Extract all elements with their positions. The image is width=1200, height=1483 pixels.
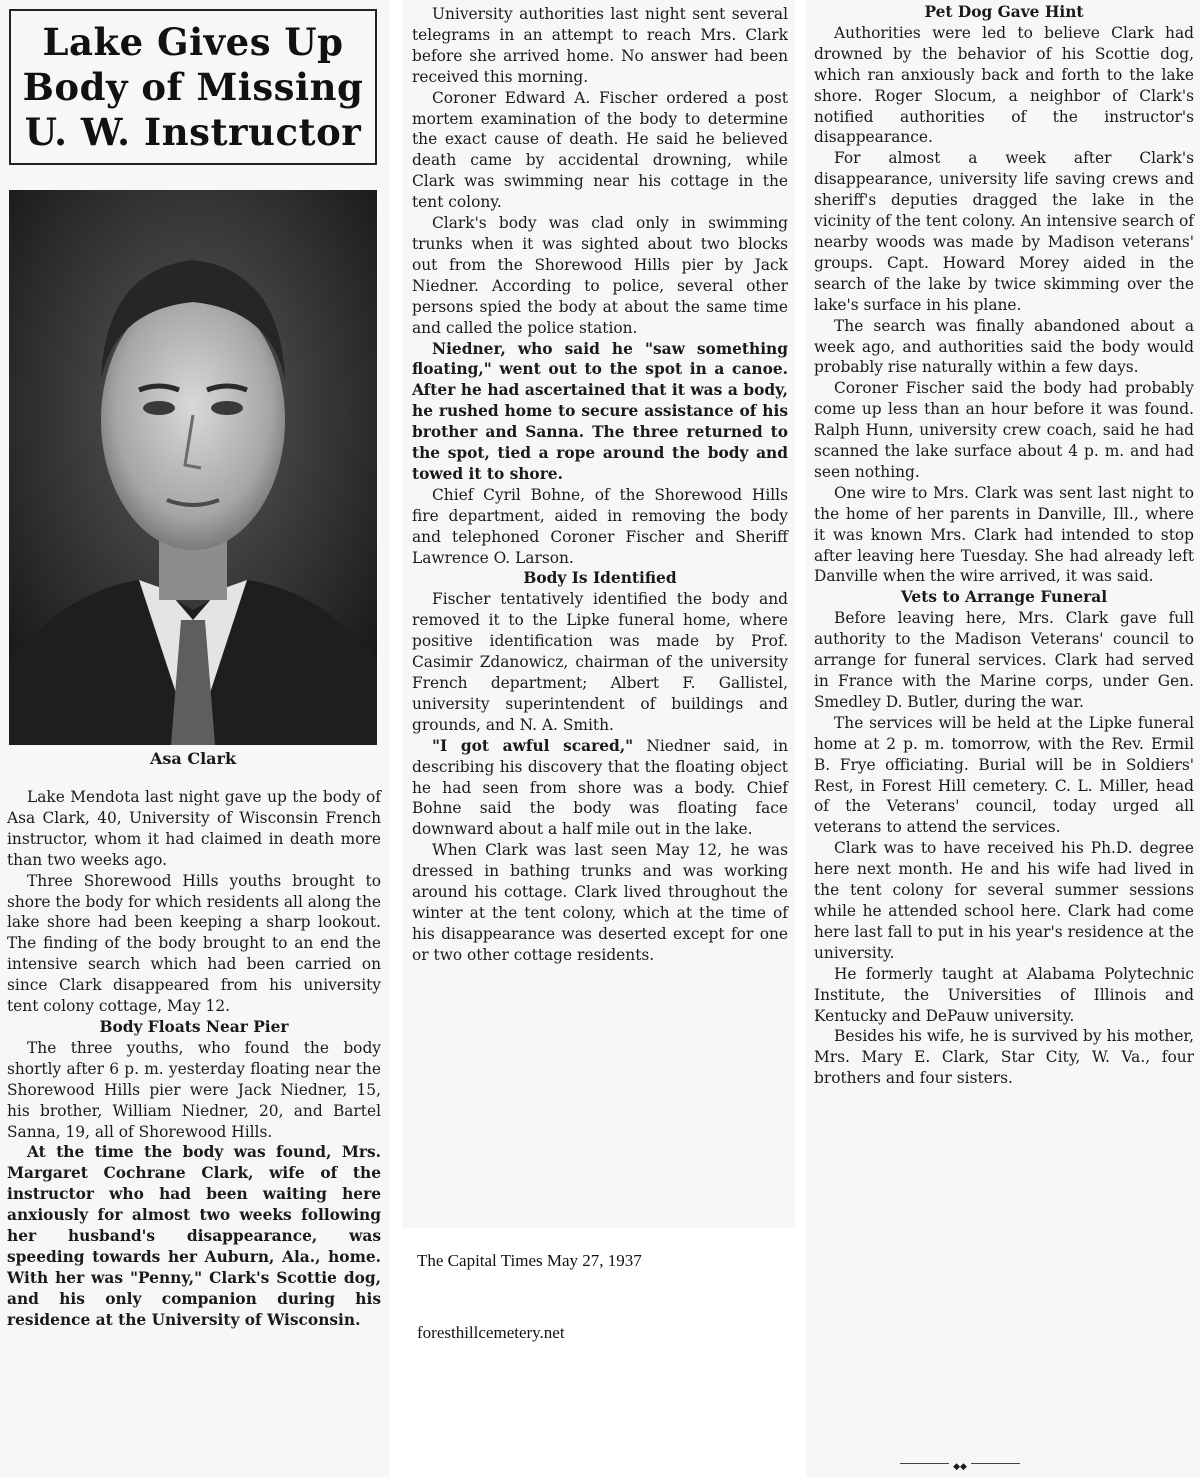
headline-line-2: Body of Missing — [22, 64, 364, 109]
subheading-body-identified: Body Is Identified — [523, 569, 677, 588]
paragraph: The search was finally abandoned about a week ago, and authorities said the body would probably rise naturally within a few days. — [814, 316, 1194, 377]
portrait-illustration — [9, 190, 377, 745]
paragraph-bold: Niedner, who said he "saw something floating," went out to the spot in a canoe. After he had ascertained that it was a body, he rushed home to secure assistance of his brother and Sanna. The three returned to the spot, tied a rope around the body and towed it to shore. — [412, 339, 788, 483]
column-3 — [806, 0, 1200, 1477]
paragraph: One wire to Mrs. Clark was sent last night to the home of her parents in Danville, Ill., where it was known Mrs. Clark had intended to stop after leaving here Tuesday. She had already left Danville when the wire arrived, it was said. — [814, 483, 1194, 586]
quote-rest: Niedner said, in describing his discovery that the floating object he had seen from shore was a body. Chief Bohne said the body was floating face downward about a half mile out in the lake. — [412, 736, 789, 839]
end-ornament — [900, 1462, 1020, 1472]
article-column-1-text — [7, 787, 381, 1331]
headline-line-3: U. W. Instructor — [24, 109, 362, 154]
article-column-2-text — [412, 4, 788, 966]
paragraph: University authorities last night sent several telegrams in an attempt to reach Mrs. Clark before she arrived home. No answer had been received this morning. — [412, 5, 788, 86]
paragraph-quote — [412, 736, 788, 841]
paragraph: Fischer tentatively identified the body and removed it to the Lipke funeral home, where positive identification was made by Prof. Casimir Zdanowicz, chairman of the university French department; Albert F. Gallistel, university superintendent of buildings and grounds, and N. A. Smith. — [412, 590, 788, 734]
article-column-3-text — [814, 2, 1194, 1089]
paragraph: He formerly taught at Alabama Polytechnic Institute, the Universities of Illinois and Kentucky and DePauw university. — [814, 964, 1194, 1025]
paragraph: Coroner Fischer said the body had probably come up less than an hour before it was found. Ralph Hunn, university crew coach, said he had scanned the lake surface about 4 p. m. and had seen nothing. — [814, 379, 1194, 481]
subheading-vets-funeral: Vets to Arrange Funeral — [900, 588, 1108, 607]
paragraph: For almost a week after Clark's disappearance, university life saving crews and sheriff's deputies dragged the lake in the vicinity of the tent colony. An intensive search of nearby woods was made by Madison veterans' groups. Capt. Howard Morey aided in the search of the lake by twice skimming over the lake's surface in his plane. — [814, 149, 1194, 314]
paragraph: Lake Mendota last night gave up the body of Asa Clark, 40, University of Wisconsin French instructor, whom it had claimed in death more than two weeks ago. — [7, 788, 381, 869]
ornament-glyph: ◆◆ — [949, 1462, 971, 1472]
column-1 — [0, 0, 390, 1477]
paragraph: Chief Cyril Bohne, of the Shorewood Hills fire department, aided in removing the body and telephoned Coroner Fischer and Sheriff Lawrence O. Larson. — [412, 485, 788, 567]
quote-lead: "I got awful scared," — [432, 736, 634, 755]
paragraph: Coroner Edward A. Fischer ordered a post mortem examination of the body to determine the exact cause of death. He said he believed death came by accidental drowning, while Clark was swimming near his cottage in the tent colony. — [412, 88, 788, 212]
source-credit: The Capital Times May 27, 1937 — [417, 1251, 642, 1270]
website-credit: foresthillcemetery.net — [417, 1323, 565, 1342]
paragraph: Besides his wife, he is survived by his mother, Mrs. Mary E. Clark, Star City, W. Va., four brothers and four sisters. — [814, 1027, 1194, 1088]
paragraph-bold: At the time the body was found, Mrs. Margaret Cochrane Clark, wife of the instructor who had been waiting here anxiously for almost two weeks following her husband's disappearance, was speeding towards her Auburn, Ala., home. With her was "Penny," Clark's Scottie dog, and his only companion during his residence at the University of Wisconsin. — [7, 1143, 381, 1329]
paragraph: Before leaving here, Mrs. Clark gave full authority to the Madison Veterans' council to arrange for funeral services. Clark had served in France with the Marine corps, under Gen. Smedley D. Butler, during the war. — [814, 609, 1194, 711]
paragraph: The three youths, who found the body shortly after 6 p. m. yesterday floating near the Shorewood Hills pier were Jack Niedner, 15, his brother, William Niedner, 20, and Bartel Sanna, 19, all of Shorewood Hills. — [7, 1038, 381, 1141]
paragraph: The services will be held at the Lipke funeral home at 2 p. m. tomorrow, with the Rev. Ermil B. Frye officiating. Burial will be in Soldiers' Rest, in Forest Hill cemetery. C. L. Miller, head of the Veterans' council, today urged all veterans to attend the services. — [814, 713, 1194, 837]
paragraph: Authorities were led to believe Clark had drowned by the behavior of his Scottie dog, which ran anxiously back and forth to the lake shore. Roger Slocum, a neighbor of Clark's notified authorities of the instructor's disappearance. — [814, 23, 1194, 147]
paragraph: Clark was to have received his Ph.D. degree here next month. He and his wife had lived in the tent colony for several summer sessions while he attended school here. Clark had come here last fall to put in his year's residence at the university. — [814, 839, 1194, 962]
subheading-body-floats: Body Floats Near Pier — [99, 1017, 289, 1036]
column-2 — [402, 0, 795, 1228]
paragraph: Clark's body was clad only in swimming trunks when it was sighted about two blocks out from the Shorewood Hills pier by Jack Niedner. According to police, several other persons spied the body at about the same time and called the police station. — [412, 214, 788, 337]
paragraph: When Clark was last seen May 12, he was dressed in bathing trunks and was working around his cottage. Clark lived throughout the winter at the tent colony, which at the time of his disappearance was deserted except for one or two other cottage residents. — [412, 841, 788, 964]
paragraph: Three Shorewood Hills youths brought to shore the body for which residents all along the lake shore had been keeping a sharp lookout. The finding of the body brought to an end the intensive search which had been carried on since Clark disappeared from his university tent colony cottage, May 12. — [7, 871, 382, 1016]
portrait-photo — [9, 190, 377, 745]
subheading-pet-dog: Pet Dog Gave Hint — [924, 3, 1084, 21]
photo-caption: Asa Clark — [149, 749, 237, 768]
headline-box — [9, 9, 377, 165]
headline-line-1: Lake Gives Up — [42, 19, 344, 64]
